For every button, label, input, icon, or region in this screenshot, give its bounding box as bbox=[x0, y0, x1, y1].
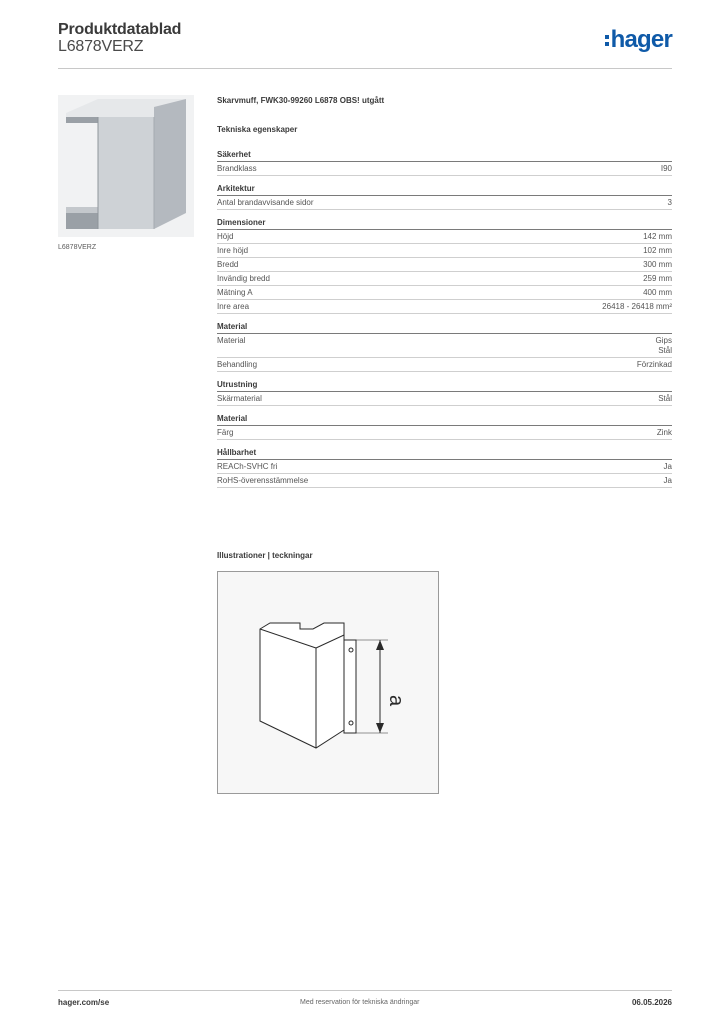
spec-label: Inre area bbox=[217, 302, 250, 311]
spec-value bbox=[657, 428, 672, 438]
section-title: Material bbox=[217, 414, 672, 426]
dimension-label-a: a bbox=[385, 695, 407, 707]
spec-value bbox=[658, 394, 672, 404]
spec-label: Material bbox=[217, 336, 246, 345]
spec-value-line: 259 mm bbox=[643, 274, 672, 283]
spec-value-line: 3 bbox=[667, 198, 672, 207]
spec-row bbox=[217, 258, 672, 272]
product-photo bbox=[58, 95, 194, 237]
spec-value-line: Gips bbox=[655, 336, 672, 345]
spec-section bbox=[217, 150, 672, 176]
spec-section bbox=[217, 380, 672, 406]
spec-row bbox=[217, 334, 672, 358]
spec-value-line: Förzinkad bbox=[636, 360, 672, 369]
spec-sections bbox=[217, 150, 672, 488]
spec-section bbox=[217, 322, 672, 372]
spec-row bbox=[217, 230, 672, 244]
spec-label: Färg bbox=[217, 428, 234, 437]
spec-section bbox=[217, 414, 672, 440]
spec-row bbox=[217, 460, 672, 474]
spec-row bbox=[217, 474, 672, 488]
spec-value-line: 300 mm bbox=[643, 260, 672, 269]
spec-row bbox=[217, 272, 672, 286]
spec-section bbox=[217, 218, 672, 314]
footer-disclaimer: Med reservation för tekniska ändringar bbox=[300, 999, 420, 1006]
spec-value bbox=[637, 360, 672, 370]
spec-value-line: 142 mm bbox=[643, 232, 672, 241]
spec-label: Brandklass bbox=[217, 164, 257, 173]
document-title: Produktdatablad bbox=[58, 21, 182, 38]
header-divider bbox=[58, 68, 672, 69]
spec-content bbox=[217, 96, 672, 496]
spec-heading: Tekniska egenskaper bbox=[217, 125, 298, 134]
section-title: Material bbox=[217, 322, 672, 334]
spec-value bbox=[643, 260, 672, 270]
spec-label: Mätning A bbox=[217, 288, 253, 297]
footer-divider bbox=[58, 990, 672, 991]
spec-row bbox=[217, 358, 672, 372]
spec-section bbox=[217, 184, 672, 210]
spec-value bbox=[668, 198, 672, 208]
section-title: Hållbarhet bbox=[217, 448, 672, 460]
spec-label: Skärmaterial bbox=[217, 394, 262, 403]
spec-value-line: Stål bbox=[658, 346, 672, 355]
spec-value bbox=[643, 246, 672, 256]
spec-row bbox=[217, 244, 672, 258]
spec-value bbox=[643, 274, 672, 284]
spec-value bbox=[661, 164, 672, 174]
spec-label: Behandling bbox=[217, 360, 258, 369]
spec-row bbox=[217, 196, 672, 210]
spec-label: Bredd bbox=[217, 260, 239, 269]
spec-row bbox=[217, 392, 672, 406]
product-description: Skarvmuff, FWK30-99260 L6878 OBS! utgått bbox=[217, 96, 385, 105]
spec-value-line: 400 mm bbox=[643, 288, 672, 297]
section-title: Utrustning bbox=[217, 380, 672, 392]
footer-date: 06.05.2026 bbox=[631, 998, 672, 1007]
spec-label: Inre höjd bbox=[217, 246, 249, 255]
hager-logo bbox=[605, 28, 672, 52]
spec-value-line: 102 mm bbox=[643, 246, 672, 255]
spec-label: REACh-SVHC fri bbox=[217, 462, 278, 471]
spec-value bbox=[656, 336, 672, 356]
section-title: Dimensioner bbox=[217, 218, 672, 230]
section-title: Säkerhet bbox=[217, 150, 672, 162]
logo-dots-icon bbox=[605, 35, 609, 46]
technical-drawing bbox=[217, 571, 439, 794]
spec-row bbox=[217, 300, 672, 314]
spec-label: Höjd bbox=[217, 232, 234, 241]
spec-value bbox=[664, 476, 672, 486]
spec-row bbox=[217, 426, 672, 440]
spec-value bbox=[643, 232, 672, 242]
spec-value bbox=[643, 288, 672, 298]
spec-value bbox=[602, 302, 672, 312]
spec-row bbox=[217, 286, 672, 300]
product-code: L6878VERZ bbox=[58, 38, 144, 55]
spec-label: Antal brandavvisande sidor bbox=[217, 198, 314, 207]
spec-value-line: Ja bbox=[663, 476, 672, 485]
photo-caption: L6878VERZ bbox=[58, 244, 97, 251]
spec-value bbox=[664, 462, 672, 472]
section-title: Arkitektur bbox=[217, 184, 672, 196]
illustrations-heading: Illustrationer | teckningar bbox=[217, 551, 313, 560]
logo-text: hager bbox=[610, 26, 672, 53]
spec-section bbox=[217, 448, 672, 488]
spec-row bbox=[217, 162, 672, 176]
spec-value-line: Ja bbox=[663, 462, 672, 471]
spec-value-line: I90 bbox=[660, 164, 672, 173]
spec-value-line: 26418 - 26418 mm² bbox=[602, 302, 672, 311]
spec-label: RoHS-överensstämmelse bbox=[217, 476, 309, 485]
spec-value-line: Zink bbox=[656, 428, 672, 437]
footer-website[interactable]: hager.com/se bbox=[58, 998, 110, 1007]
spec-value-line: Stål bbox=[658, 394, 672, 403]
spec-label: Invändig bredd bbox=[217, 274, 270, 283]
